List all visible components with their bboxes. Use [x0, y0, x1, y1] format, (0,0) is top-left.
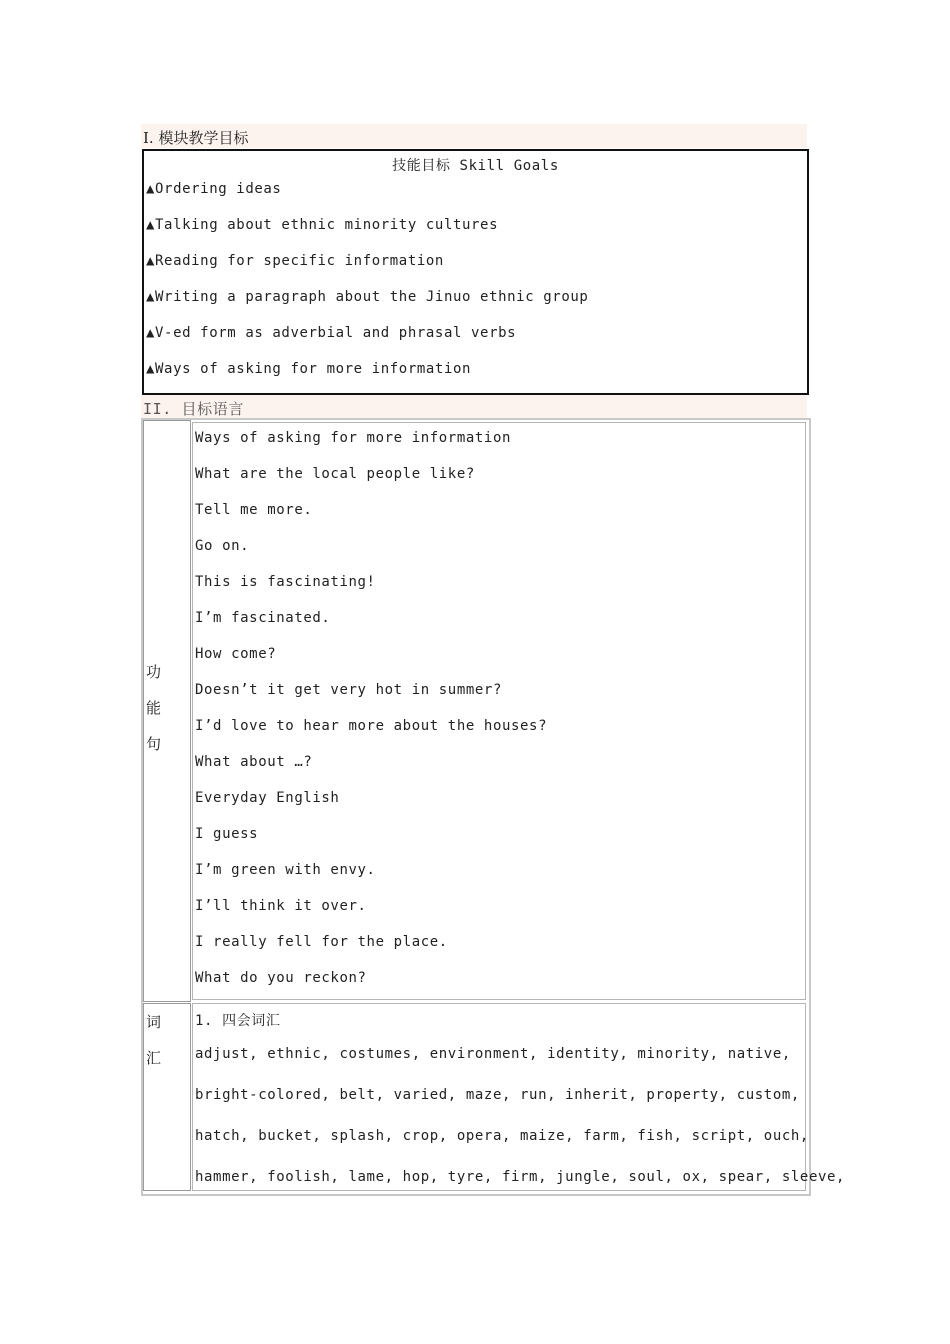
skill-item: ▲Reading for specific information [146, 253, 444, 269]
vocabulary-heading: 1. 四会词汇 [195, 1013, 281, 1029]
skill-goals-title: 技能目标 Skill Goals [392, 158, 559, 174]
functional-line: Go on. [195, 538, 250, 554]
vocabulary-line: bright-colored, belt, varied, maze, run, inherit, property, custom, [195, 1087, 800, 1103]
functional-line: I’m green with envy. [195, 862, 376, 878]
section1-heading: I. 模块教学目标 [143, 129, 249, 147]
skill-goals-box [142, 149, 809, 395]
functional-label-cell [143, 420, 191, 1002]
vocabulary-line: hatch, bucket, splash, crop, opera, maize, farm, fish, script, ouch, [195, 1128, 809, 1144]
functional-line: I’d love to hear more about the houses? [195, 718, 548, 734]
section2-heading: II. 目标语言 [143, 400, 244, 418]
skill-item: ▲Talking about ethnic minority cultures [146, 217, 499, 233]
vocabulary-label-char: 汇 [146, 1049, 162, 1067]
skill-item: ▲Ways of asking for more information [146, 361, 472, 377]
vocabulary-line: adjust, ethnic, costumes, environment, identity, minority, native, [195, 1046, 791, 1062]
functional-label-char: 能 [146, 699, 162, 717]
vocabulary-label-char: 词 [146, 1013, 162, 1031]
skill-item: ▲V-ed form as adverbial and phrasal verbs [146, 325, 517, 341]
vocabulary-line: hammer, foolish, lame, hop, tyre, firm, jungle, soul, ox, spear, sleeve, [195, 1169, 846, 1185]
functional-line: This is fascinating! [195, 574, 376, 590]
functional-label-char: 功 [146, 663, 162, 681]
functional-line: What are the local people like? [195, 466, 475, 482]
functional-line: Doesn’t it get very hot in summer? [195, 682, 502, 698]
vocabulary-content-cell [192, 1003, 846, 1191]
skill-item: ▲Ordering ideas [146, 181, 282, 197]
functional-line: Ways of asking for more information [195, 430, 512, 446]
functional-line: I’ll think it over. [195, 898, 367, 914]
functional-line: Everyday English [195, 790, 340, 806]
functional-line: I guess [195, 826, 259, 842]
target-language-table [141, 418, 846, 1196]
section-heading-band [141, 124, 807, 148]
functional-line: I’m fascinated. [195, 610, 331, 626]
functional-content-cell [192, 422, 806, 1000]
functional-line: How come? [195, 646, 277, 662]
functional-label-char: 句 [146, 735, 162, 753]
section-heading-band [141, 395, 807, 419]
skill-item: ▲Writing a paragraph about the Jinuo ethnic group [146, 289, 589, 305]
functional-line: Tell me more. [195, 502, 313, 518]
functional-line: What about …? [195, 754, 313, 770]
functional-line: I really fell for the place. [195, 934, 448, 950]
functional-line: What do you reckon? [195, 970, 367, 986]
vocabulary-label-cell [143, 1003, 191, 1191]
